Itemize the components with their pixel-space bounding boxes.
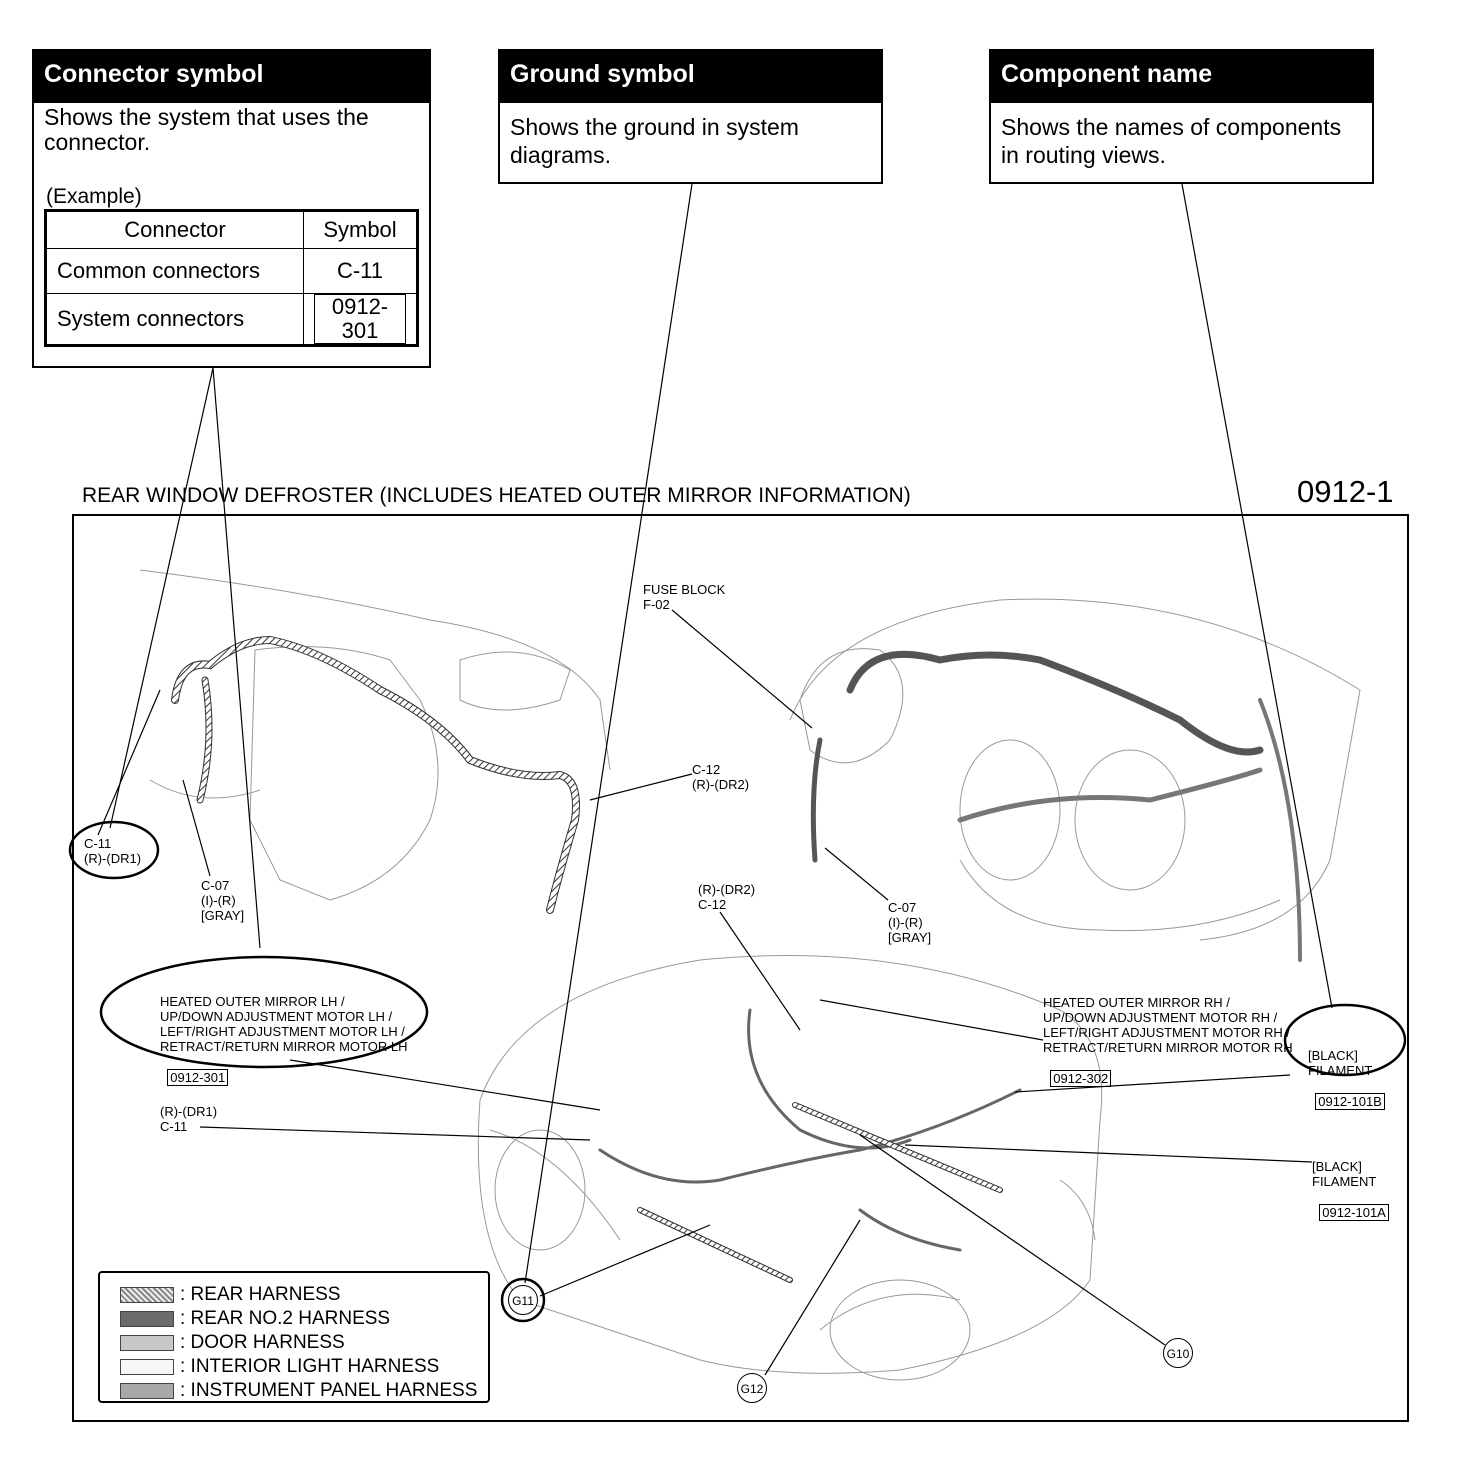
c11-connector-label: C-11 (R)-(DR1) bbox=[84, 836, 142, 866]
legend-swatch-icon bbox=[120, 1311, 174, 1327]
c07-left-label: C-07 (I)-(R) [GRAY] bbox=[201, 878, 245, 923]
filament-a-code: 0912-101A bbox=[1319, 1204, 1389, 1221]
legend-item bbox=[120, 1283, 488, 1307]
connector-symbol-title: Connector symbol bbox=[34, 51, 429, 103]
connector-type: System connectors bbox=[46, 294, 304, 346]
filament-a-text: [BLACK] FILAMENT bbox=[1312, 1159, 1377, 1189]
legend-swatch-icon bbox=[120, 1359, 174, 1375]
mirror-rh-label bbox=[1043, 965, 1293, 1087]
connector-type: Common connectors bbox=[46, 249, 304, 294]
component-name-desc: Shows the names of components in routing views. bbox=[1001, 114, 1342, 168]
harness-legend bbox=[98, 1271, 490, 1403]
legend-item bbox=[120, 1307, 488, 1331]
legend-label: : REAR NO.2 HARNESS bbox=[180, 1308, 391, 1329]
ground-g11-icon: G11 bbox=[508, 1285, 538, 1315]
ground-g10-icon: G10 bbox=[1163, 1338, 1193, 1368]
ground-symbol-desc: Shows the ground in system diagrams. bbox=[510, 114, 799, 168]
legend-swatch-icon bbox=[120, 1335, 174, 1351]
diagram-number: 0912-1 bbox=[1297, 474, 1394, 509]
legend-item bbox=[120, 1331, 488, 1355]
c12-top-label: C-12 (R)-(DR2) bbox=[692, 762, 750, 792]
connector-symbol-desc: Shows the system that uses the connector. bbox=[44, 104, 369, 155]
connector-symbol: 0912-301 bbox=[314, 294, 406, 344]
fuse-block-label: FUSE BLOCK F-02 bbox=[643, 582, 726, 612]
component-name-title: Component name bbox=[991, 51, 1372, 103]
mirror-rh-text: HEATED OUTER MIRROR RH / UP/DOWN ADJUSTMENT MOTOR RH / LEFT/RIGHT ADJUSTMENT MOTOR RH / RETRACT/RETURN MIRROR MOTOR RH bbox=[1043, 995, 1293, 1055]
c11-low-label: (R)-(DR1) C-11 bbox=[160, 1104, 218, 1134]
mirror-rh-code: 0912-302 bbox=[1050, 1070, 1111, 1087]
c07-right-label: C-07 (I)-(R) [GRAY] bbox=[888, 900, 932, 945]
ground-symbol-title: Ground symbol bbox=[500, 51, 881, 103]
legend-item bbox=[120, 1355, 488, 1379]
col-symbol: Symbol bbox=[304, 211, 418, 249]
legend-item bbox=[120, 1379, 488, 1403]
legend-swatch-icon bbox=[120, 1287, 174, 1303]
legend-swatch-icon bbox=[120, 1383, 174, 1399]
filament-b-label bbox=[1308, 1018, 1385, 1110]
example-label: (Example) bbox=[46, 185, 142, 208]
ground-g12-icon: G12 bbox=[737, 1373, 767, 1403]
connector-symbol: C-11 bbox=[304, 249, 418, 294]
legend-label: : REAR HARNESS bbox=[180, 1284, 341, 1305]
legend-label: : INTERIOR LIGHT HARNESS bbox=[180, 1356, 440, 1377]
legend-label: : DOOR HARNESS bbox=[180, 1332, 345, 1353]
c12-mid-label: (R)-(DR2) C-12 bbox=[698, 882, 756, 912]
diagram-title: REAR WINDOW DEFROSTER (INCLUDES HEATED OUTER MIRROR INFORMATION) bbox=[82, 484, 911, 507]
col-connector: Connector bbox=[46, 211, 304, 249]
filament-b-code: 0912-101B bbox=[1315, 1093, 1385, 1110]
harness-routes bbox=[175, 640, 1300, 1280]
filament-a-label bbox=[1312, 1129, 1389, 1221]
filament-b-text: [BLACK] FILAMENT bbox=[1308, 1048, 1373, 1078]
mirror-lh-label bbox=[160, 964, 407, 1086]
mirror-lh-text: HEATED OUTER MIRROR LH / UP/DOWN ADJUSTMENT MOTOR LH / LEFT/RIGHT ADJUSTMENT MOTOR LH / RETRACT/RETURN MIRROR MOTOR LH bbox=[160, 994, 408, 1054]
legend-label: : INSTRUMENT PANEL HARNESS bbox=[180, 1380, 478, 1401]
mirror-lh-code: 0912-301 bbox=[167, 1069, 228, 1086]
